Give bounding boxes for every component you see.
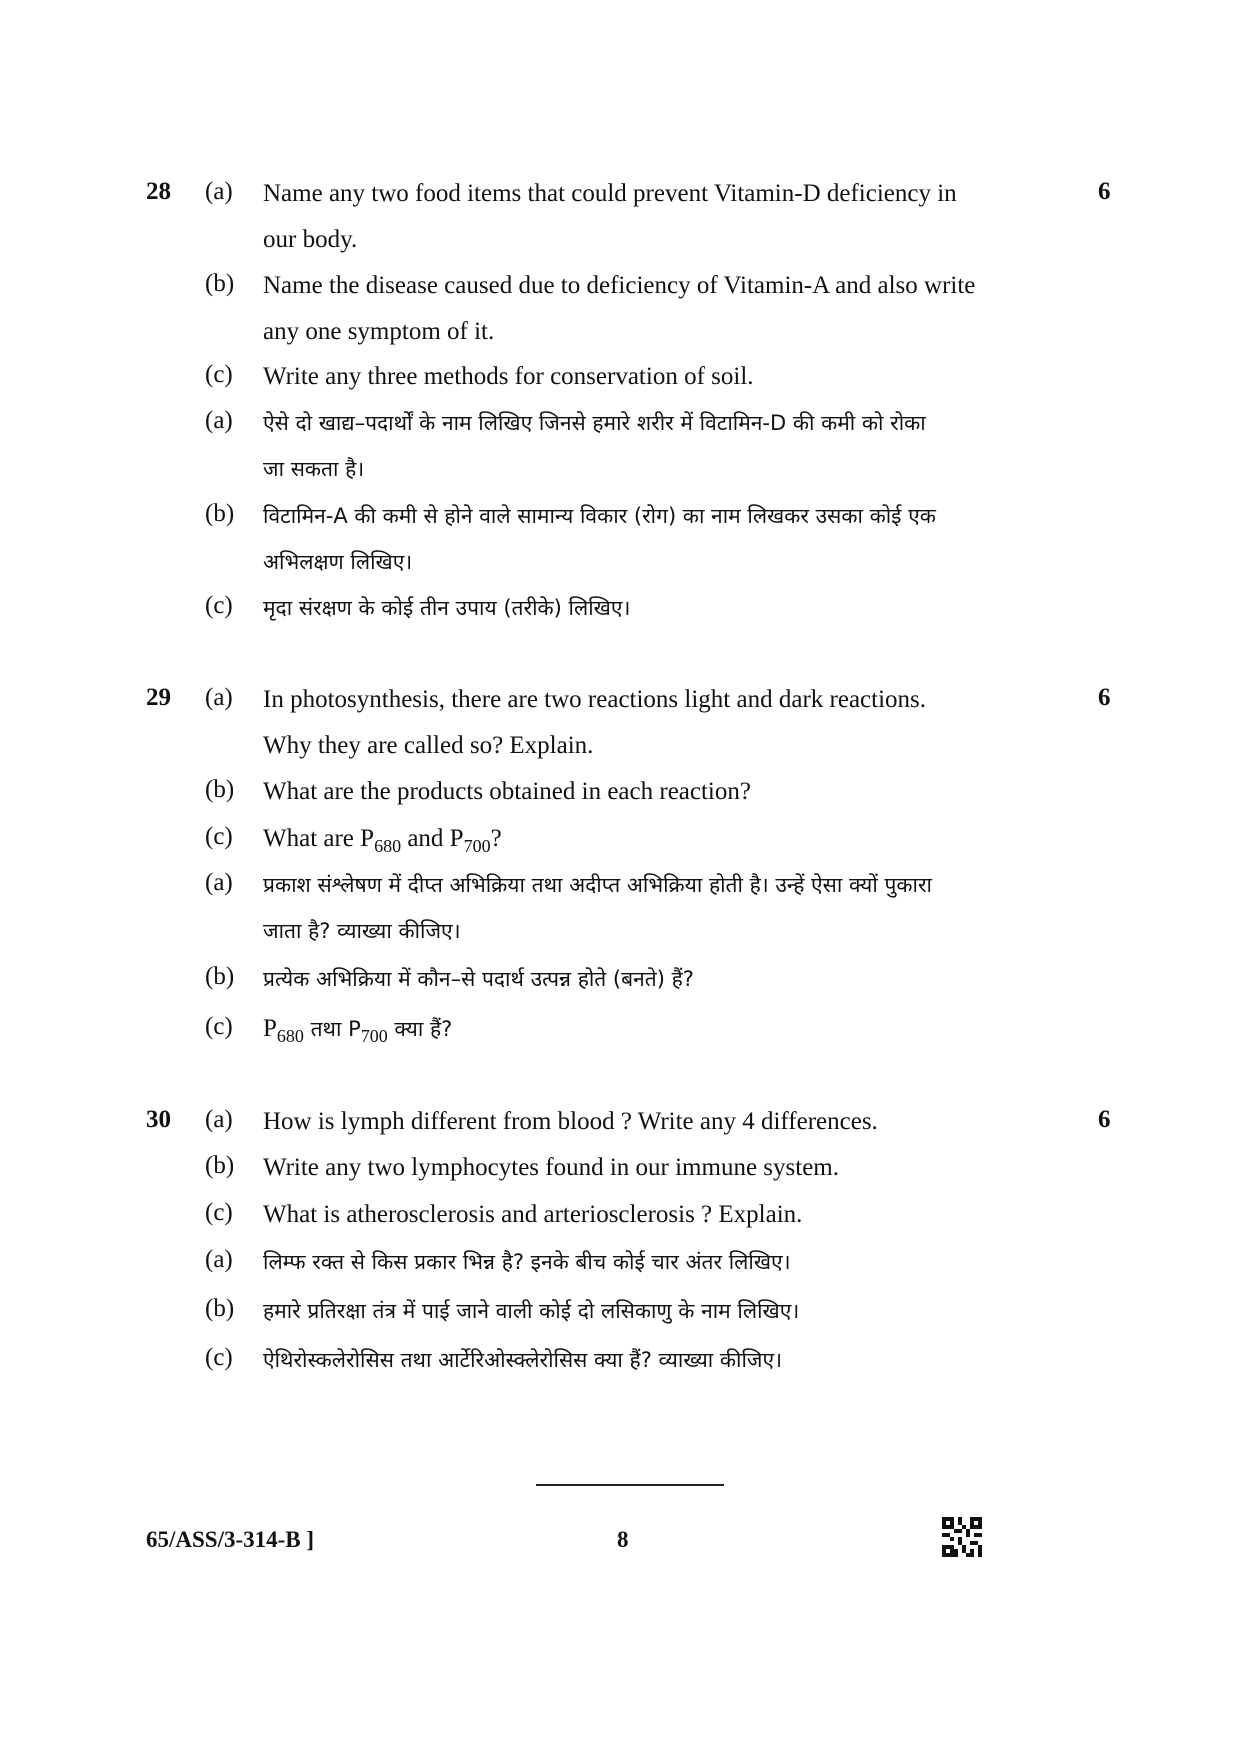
- part-label: (a): [205, 178, 233, 205]
- part-label: (c): [205, 1199, 233, 1226]
- part-text: ऐसे दो खाद्य–पदार्थों के नाम लिखिए जिनसे हमारे शरीर में विटामिन-D की कमी को रोका जा सकता है।: [263, 411, 926, 481]
- part-text: Write any two lymphocytes found in our immune system.: [263, 1154, 839, 1181]
- part-text: In photosynthesis, there are two reactions light and dark reactions. Why they are called so? Explain.: [263, 686, 927, 759]
- part-label: (c): [205, 592, 233, 619]
- part-text: What are the products obtained in each reaction?: [263, 778, 751, 805]
- question-marks: 6: [1098, 1106, 1111, 1133]
- part-text: प्रत्येक अभिक्रिया में कौन–से पदार्थ उत्पन्न होते (बनते) हैं?: [263, 967, 694, 991]
- part-text: विटामिन-A की कमी से होने वाले सामान्य विकार (रोग) का नाम लिखकर उसका कोई एक अभिलक्षण लिखिए।: [263, 504, 936, 574]
- question-marks: 6: [1098, 684, 1111, 711]
- part-label: (a): [205, 1246, 233, 1273]
- part-label: (a): [205, 407, 233, 434]
- part-label: (a): [205, 869, 233, 896]
- qr-code-icon: [942, 1516, 982, 1558]
- part-label: (a): [205, 1106, 233, 1133]
- question-number: 28: [146, 178, 171, 205]
- part-label: (b): [205, 500, 235, 527]
- part-text: मृदा संरक्षण के कोई तीन उपाय (तरीके) लिखिए।: [263, 596, 631, 620]
- part-label: (b): [205, 963, 235, 990]
- part-text: How is lymph different from blood ? Write any 4 differences.: [263, 1108, 878, 1135]
- paper-code: 65/ASS/3-314-B ]: [146, 1527, 315, 1552]
- part-label: (a): [205, 684, 233, 711]
- part-label: (b): [205, 270, 235, 297]
- part-text: प्रकाश संश्लेषण में दीप्त अभिक्रिया तथा अदीप्त अभिक्रिया होती है। उन्हें ऐसा क्यों पुकारा जाता है? व्याख्या कीजिए।: [263, 873, 933, 943]
- part-text: ऐथिरोस्कलेरोसिस तथा आर्टेरिओस्क्लेरोसिस क्या हैं? व्याख्या कीजिए।: [263, 1348, 783, 1372]
- part-text: $P_{680}$ तथा $P_{700}$ क्या हैं?: [263, 1015, 453, 1046]
- part-label: (c): [205, 361, 233, 388]
- part-label: (c): [205, 1344, 233, 1371]
- question-number: 30: [146, 1106, 171, 1133]
- question-marks: 6: [1098, 178, 1111, 205]
- part-label: (b): [205, 1295, 235, 1322]
- part-label: (c): [205, 1013, 233, 1040]
- page-number: 8: [617, 1527, 629, 1552]
- footer-divider: [536, 1484, 724, 1486]
- part-label: (b): [205, 776, 235, 803]
- part-text: What is atherosclerosis and arteriosclerosis ? Explain.: [263, 1201, 803, 1228]
- part-text: Name the disease caused due to deficiency of Vitamin-A and also write any one symptom of it.: [263, 272, 976, 345]
- part-text: Write any three methods for conservation of soil.: [263, 363, 754, 390]
- part-text: हमारे प्रतिरक्षा तंत्र में पाई जाने वाली कोई दो लसिकाणु के नाम लिखिए।: [263, 1299, 800, 1323]
- part-label: (b): [205, 1152, 235, 1179]
- part-text: लिम्फ रक्त से किस प्रकार भिन्न है? इनके बीच कोई चार अंतर लिखिए।: [263, 1250, 791, 1274]
- part-text: What are $P_{680}$ and $P_{700}$?: [263, 825, 502, 856]
- part-label: (c): [205, 823, 233, 850]
- part-text: Name any two food items that could prevent Vitamin-D deficiency in our body.: [263, 180, 957, 253]
- question-number: 29: [146, 684, 171, 711]
